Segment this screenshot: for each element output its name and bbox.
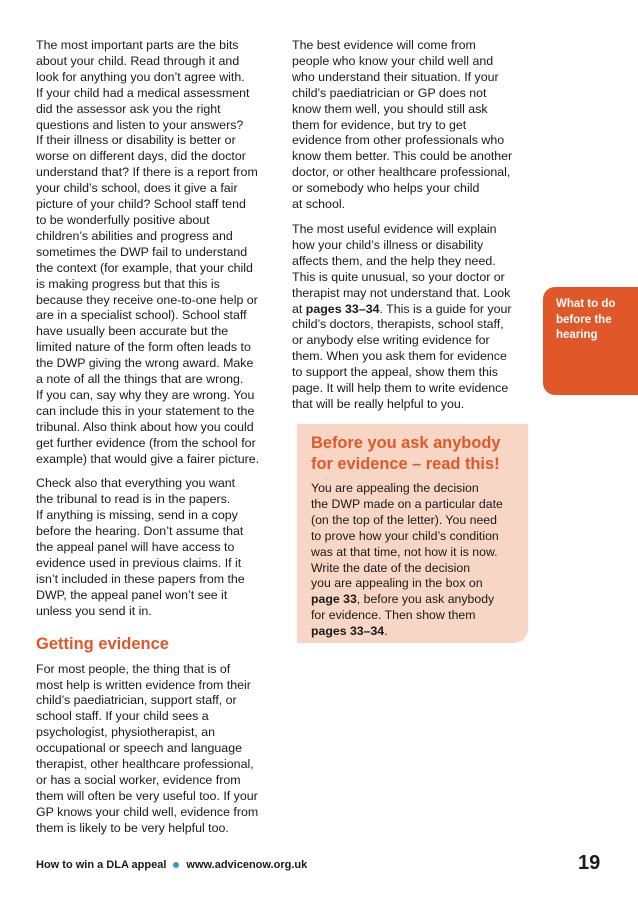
paragraph-check-report: The most important parts are the bits about your child. Read through it and look for anything you don’t agree with. If your child had a medical assessment did the assessor ask you the right questions and listen to your answers? If their illness or disability is better or worse on different days, did the doctor understand that? If there is a report from your child’s school, does it give a fair picture of your child? School staff tend to be wonderfully positive about children’s abilities and progress and sometimes the DWP fail to understand the context (for example, that your child is making progress but that this is because they receive one-to-one help or are in a specialist school). School staff have usually been accurate but the limited nature of the form often leads to the DWP giving the wrong award. Make a note of all the things that are wrong. If you can, say why they are wrong. You can include this in your statement to the tribunal. Also think about how you could get further evidence (from the school for example) that would give a fairer picture. bbox=[36, 38, 260, 466]
useful-evidence-text-b: . This is a guide for your child’s doctors, therapists, school staff, or anybody else writing evidence for them. When you ask them for evidence to support the appeal, show them this page. It will help them to write evidence that will be really helpful to you. bbox=[292, 301, 512, 411]
footer-url: www.advicenow.org.uk bbox=[186, 859, 308, 871]
callout-box bbox=[297, 424, 528, 643]
callout-page-reference-33: page 33 bbox=[311, 592, 357, 607]
right-column bbox=[292, 38, 532, 422]
callout-text-a: You are appealing the decision the DWP made on a particular date (on the top of the letter). You need to prove how your child’s condition was at that time, not how it is now. Write the date of the decision you are appealing in the box on bbox=[311, 481, 503, 591]
paragraph-best-evidence: The best evidence will come from people who know your child well and who understand their situation. If your child’s paediatrician or GP does not know them well, you should still ask them for evidence, but try to get evidence from other professionals who know them better. This could be another doctor, or other healthcare professional, or somebody who helps your child at school. bbox=[292, 38, 513, 212]
callout-body bbox=[311, 481, 516, 640]
page-number: 19 bbox=[578, 852, 601, 874]
left-column bbox=[36, 38, 272, 846]
callout-text-c: . bbox=[384, 624, 388, 639]
section-heading-getting-evidence: Getting evidence bbox=[36, 634, 169, 653]
callout-page-reference-33-34: pages 33–34 bbox=[311, 624, 385, 639]
paragraph-useful-evidence bbox=[292, 222, 532, 413]
paragraph-written-evidence: For most people, the thing that is of most help is written evidence from their child’s paediatrician, support staff, or school staff. If your child sees a psychologist, physiotherapist, an occupational or speech and language therapist, other healthcare professional, or has a social worker, evidence from them will often be very useful too. If your GP knows your child well, evidence from them is likely to be very helpful too. bbox=[36, 661, 259, 835]
callout-text-b: , before you ask anybody for evidence. Then show them bbox=[311, 592, 495, 623]
useful-evidence-text-a: The most useful evidence will explain how your child’s illness or disability affects them, and the help they need. This is quite unusual, so your doctor or therapist may not understand that. Look at bbox=[292, 221, 511, 316]
footer-title: How to win a DLA appeal bbox=[36, 859, 167, 871]
bullet-dot-icon bbox=[173, 862, 179, 868]
callout-title: Before you ask anybody for evidence – read this! bbox=[311, 434, 501, 473]
paragraph-check-papers: Check also that everything you want the tribunal to read is in the papers. If anything is missing, send in a copy before the hearing. Don’t assume that the appeal panel will have access to evidence used in previous claims. If it isn’t included in these papers from the DWP, the appeal panel won’t see it unless you send it in. bbox=[36, 476, 245, 618]
footer bbox=[36, 859, 307, 871]
page-reference-33-34: pages 33–34 bbox=[305, 301, 380, 316]
section-side-tab: What to do before the hearing bbox=[543, 287, 638, 395]
